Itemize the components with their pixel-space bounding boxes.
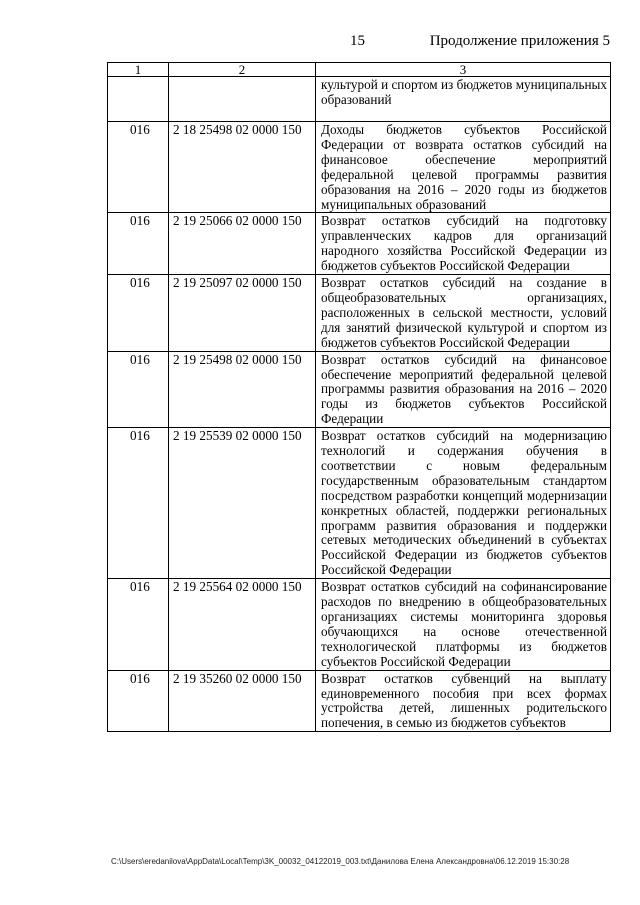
table-row [108, 213, 611, 275]
file-path-footer: C:\Users\eredanilova\AppData\Local\Temp\3K_00032_04122019_003.txt\Данилова Елена Александровна\06.12.2019 15:30:28 [111, 857, 570, 866]
admin-code: 016 [108, 670, 169, 732]
budget-classification-code [169, 77, 316, 122]
revenue-description: Возврат остатков субсидий на софинансирование расходов по внедрению в общеобразовательных организациях системы мониторинга здоровья обучающихся на основе отечественной технологической платформы из бюджетов субъектов Российской Федерации [316, 579, 611, 670]
table-row [108, 579, 611, 670]
budget-classification-code: 2 19 35260 02 0000 150 [169, 670, 316, 732]
revenue-description: Возврат остатков субсидий на модернизацию технологий и содержания обучения в соответствии с новым федеральным государственным образовательным стандартом посредством разработки концепций модернизации конкретных областей, поддержки региональных программ развития образования и поддержки сетевых методических объединений в субъектах Российской Федерации из бюджетов субъектов Российской Федерации [316, 428, 611, 579]
revenue-description: культурой и спортом из бюджетов муниципальных образований [316, 77, 611, 122]
revenue-description: Возврат остатков субсидий на создание в общеобразовательных организациях, расположенных в сельской местности, условий для занятий физической культурой и спортом из бюджетов субъектов Российской Федерации [316, 275, 611, 352]
budget-classification-code: 2 18 25498 02 0000 150 [169, 122, 316, 213]
table-row [108, 351, 611, 428]
budget-classification-code: 2 19 25539 02 0000 150 [169, 428, 316, 579]
table-row [108, 428, 611, 579]
budget-classification-code: 2 19 25564 02 0000 150 [169, 579, 316, 670]
table-row [108, 77, 611, 122]
table-row [108, 670, 611, 732]
admin-code: 016 [108, 275, 169, 352]
column-header-1: 1 [108, 63, 169, 77]
budget-classification-code: 2 19 25498 02 0000 150 [169, 351, 316, 428]
table-row [108, 122, 611, 213]
budget-classification-code: 2 19 25066 02 0000 150 [169, 213, 316, 275]
admin-code: 016 [108, 122, 169, 213]
revenue-description: Возврат остатков субсидий на финансовое обеспечение мероприятий федеральной целевой программы развития образования на 2016 – 2020 годы из бюджетов субъектов Российской Федерации [316, 351, 611, 428]
admin-code: 016 [108, 579, 169, 670]
admin-code: 016 [108, 428, 169, 579]
column-number-row [108, 63, 611, 77]
admin-code: 016 [108, 213, 169, 275]
page-number: 15 [350, 33, 365, 49]
revenue-description: Доходы бюджетов субъектов Российской Федерации от возврата остатков субсидий на финансовое обеспечение мероприятий федеральной целевой программы развития образования на 2016 – 2020 годы из бюджетов муниципальных образований [316, 122, 611, 213]
admin-code [108, 77, 169, 122]
admin-code: 016 [108, 351, 169, 428]
revenue-description: Возврат остатков субвенций на выплату единовременного пособия при всех формах устройства детей, лишенных родительского попечения, в семью из бюджетов субъектов [316, 670, 611, 732]
table-row [108, 275, 611, 352]
budget-codes-table [107, 62, 611, 732]
column-header-2: 2 [169, 63, 316, 77]
column-header-3: 3 [316, 63, 611, 77]
budget-classification-code: 2 19 25097 02 0000 150 [169, 275, 316, 352]
continuation-label: Продолжение приложения 5 [429, 33, 610, 49]
revenue-description: Возврат остатков субсидий на подготовку управленческих кадров для организаций народного хозяйства Российской Федерации из бюджетов субъектов Российской Федерации [316, 213, 611, 275]
